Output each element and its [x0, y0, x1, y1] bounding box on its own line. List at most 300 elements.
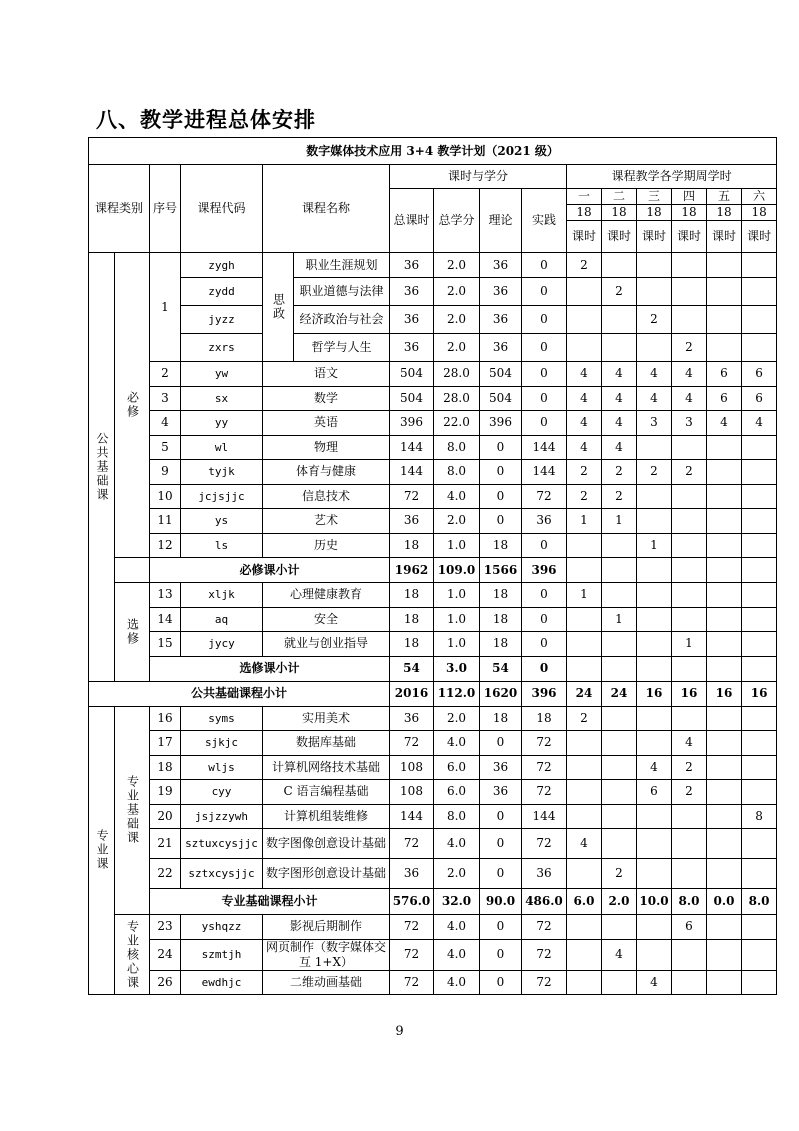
semester-hours-cell — [707, 460, 742, 485]
total-hours-cell: 144 — [390, 460, 434, 485]
code-cell: jycy — [181, 632, 263, 657]
total-credits-cell: 1.0 — [434, 607, 480, 632]
seq-cell: 4 — [150, 411, 181, 436]
semester-hours-cell: 4 — [637, 970, 672, 995]
semester-hours-cell — [707, 939, 742, 970]
elective-subtotal-label: 选修课小计 — [150, 656, 390, 681]
course-name-cell: 数据库基础 — [263, 731, 390, 756]
course-name-cell: 职业生涯规划 — [294, 253, 390, 278]
code-cell: sztxcysjjc — [181, 859, 263, 889]
total-credits-cell: 4.0 — [434, 731, 480, 756]
semester-hours-cell — [742, 859, 777, 889]
code-cell: jyzz — [181, 306, 263, 334]
practice-cell: 72 — [522, 780, 567, 805]
semester-hours-cell — [707, 859, 742, 889]
theory-cell: 1566 — [480, 558, 522, 583]
practice-cell: 0 — [522, 607, 567, 632]
header-weeks-4: 18 — [672, 205, 707, 221]
semester-hours-cell — [602, 731, 637, 756]
semester-hours-cell — [742, 939, 777, 970]
code-cell: jsjzzywh — [181, 804, 263, 829]
theory-cell: 0 — [480, 435, 522, 460]
page-number: 9 — [395, 1024, 404, 1039]
semester-hours-cell: 1 — [567, 583, 602, 608]
semester-hours-cell — [602, 970, 637, 995]
theory-cell: 36 — [480, 334, 522, 362]
total-credits-cell: 28.0 — [434, 386, 480, 411]
practice-cell: 396 — [522, 558, 567, 583]
course-name-cell: 数字图像创意设计基础 — [263, 829, 390, 859]
semester-hours-cell: 4 — [602, 435, 637, 460]
semester-hours-cell — [637, 484, 672, 509]
course-name-cell: 影视后期制作 — [263, 915, 390, 940]
code-cell: ys — [181, 509, 263, 534]
semester-hours-cell — [742, 915, 777, 940]
total-credits-cell: 4.0 — [434, 970, 480, 995]
semester-hours-cell — [672, 706, 707, 731]
header-weeks-3: 18 — [637, 205, 672, 221]
semester-hours-cell: 4 — [602, 411, 637, 436]
semester-hours-cell — [707, 435, 742, 460]
header-weeks-6: 18 — [742, 205, 777, 221]
code-cell: sx — [181, 386, 263, 411]
practice-cell: 0 — [522, 334, 567, 362]
total-hours-cell: 72 — [390, 970, 434, 995]
total-credits-cell: 3.0 — [434, 656, 480, 681]
total-hours-cell: 18 — [390, 533, 434, 558]
semester-hours-cell: 2 — [672, 755, 707, 780]
semester-hours-cell — [672, 970, 707, 995]
header-unit-4: 课时 — [672, 221, 707, 253]
theory-cell: 0 — [480, 970, 522, 995]
code-cell: ls — [181, 533, 263, 558]
total-credits-cell: 22.0 — [434, 411, 480, 436]
course-name-cell: 历史 — [263, 533, 390, 558]
semester-hours-cell — [742, 509, 777, 534]
seq-cell: 18 — [150, 755, 181, 780]
semester-hours-cell — [742, 533, 777, 558]
semester-hours-cell — [567, 939, 602, 970]
course-name-cell: 计算机网络技术基础 — [263, 755, 390, 780]
semester-hours-cell — [602, 533, 637, 558]
total-hours-cell: 36 — [390, 306, 434, 334]
semester-hours-cell — [567, 656, 602, 681]
semester-hours-cell — [672, 804, 707, 829]
course-name-cell: 就业与创业指导 — [263, 632, 390, 657]
semester-hours-cell — [567, 804, 602, 829]
semester-hours-cell — [742, 755, 777, 780]
semester-hours-cell — [602, 804, 637, 829]
semester-hours-cell: 2 — [567, 460, 602, 485]
semester-hours-cell — [707, 509, 742, 534]
theory-cell: 36 — [480, 306, 522, 334]
total-credits-cell: 109.0 — [434, 558, 480, 583]
group-major: 专业课 — [89, 706, 115, 995]
semester-hours-cell — [602, 306, 637, 334]
seq-cell: 9 — [150, 460, 181, 485]
semester-hours-cell — [672, 509, 707, 534]
total-hours-cell: 72 — [390, 915, 434, 940]
total-hours-cell: 576.0 — [390, 889, 434, 915]
code-cell: yy — [181, 411, 263, 436]
code-cell: zydd — [181, 278, 263, 306]
code-cell: aq — [181, 607, 263, 632]
semester-hours-cell — [742, 435, 777, 460]
seq-cell: 15 — [150, 632, 181, 657]
header-sem-5: 五 — [707, 189, 742, 205]
course-name-cell: 安全 — [263, 607, 390, 632]
header-weekly: 课程教学各学期周学时 — [567, 165, 777, 189]
semester-hours-cell — [672, 583, 707, 608]
semester-hours-cell — [637, 558, 672, 583]
code-cell: yw — [181, 362, 263, 387]
semester-hours-cell — [637, 583, 672, 608]
semester-hours-cell: 1 — [602, 607, 637, 632]
semester-hours-cell — [742, 558, 777, 583]
semester-hours-cell — [672, 484, 707, 509]
semester-hours-cell: 16 — [742, 681, 777, 706]
required-subtotal-spacer — [115, 558, 150, 583]
semester-hours-cell: 16 — [707, 681, 742, 706]
practice-cell: 36 — [522, 859, 567, 889]
seq-cell: 19 — [150, 780, 181, 805]
seq-cell: 16 — [150, 706, 181, 731]
semester-hours-cell — [637, 656, 672, 681]
total-credits-cell: 2.0 — [434, 509, 480, 534]
semester-hours-cell — [602, 558, 637, 583]
code-cell: zygh — [181, 253, 263, 278]
semester-hours-cell: 1 — [602, 509, 637, 534]
semester-hours-cell: 4 — [567, 411, 602, 436]
theory-cell: 504 — [480, 386, 522, 411]
total-credits-cell: 4.0 — [434, 939, 480, 970]
header-unit-5: 课时 — [707, 221, 742, 253]
header-weeks-1: 18 — [567, 205, 602, 221]
semester-hours-cell: 4 — [567, 386, 602, 411]
code-cell: szmtjh — [181, 939, 263, 970]
theory-cell: 36 — [480, 253, 522, 278]
course-name-cell: 语文 — [263, 362, 390, 387]
seq-cell: 14 — [150, 607, 181, 632]
total-hours-cell: 108 — [390, 780, 434, 805]
seq-cell: 17 — [150, 731, 181, 756]
semester-hours-cell: 3 — [672, 411, 707, 436]
code-cell: yshqzz — [181, 915, 263, 940]
group-ideology: 思政 — [263, 253, 294, 362]
semester-hours-cell — [672, 558, 707, 583]
total-hours-cell: 72 — [390, 829, 434, 859]
semester-hours-cell: 1 — [637, 533, 672, 558]
total-credits-cell: 2.0 — [434, 253, 480, 278]
practice-cell: 0 — [522, 362, 567, 387]
semester-hours-cell — [672, 278, 707, 306]
total-hours-cell: 396 — [390, 411, 434, 436]
semester-hours-cell — [742, 583, 777, 608]
semester-hours-cell — [602, 780, 637, 805]
semester-hours-cell — [742, 460, 777, 485]
semester-hours-cell — [567, 533, 602, 558]
semester-hours-cell: 4 — [672, 362, 707, 387]
semester-hours-cell — [602, 706, 637, 731]
semester-hours-cell — [602, 583, 637, 608]
total-credits-cell: 4.0 — [434, 484, 480, 509]
total-credits-cell: 1.0 — [434, 632, 480, 657]
semester-hours-cell — [567, 334, 602, 362]
practice-cell: 0 — [522, 533, 567, 558]
semester-hours-cell: 16 — [637, 681, 672, 706]
total-hours-cell: 54 — [390, 656, 434, 681]
total-credits-cell: 28.0 — [434, 362, 480, 387]
total-credits-cell: 2.0 — [434, 334, 480, 362]
course-name-cell: 网页制作（数字媒体交互 1+X） — [263, 939, 390, 970]
semester-hours-cell: 6 — [637, 780, 672, 805]
semester-hours-cell: 6 — [707, 386, 742, 411]
code-cell: sjkjc — [181, 731, 263, 756]
group-public: 公共基础课 — [89, 253, 115, 682]
semester-hours-cell: 4 — [742, 411, 777, 436]
semester-hours-cell — [637, 731, 672, 756]
semester-hours-cell: 24 — [567, 681, 602, 706]
semester-hours-cell — [567, 306, 602, 334]
semester-hours-cell — [707, 306, 742, 334]
total-credits-cell: 2.0 — [434, 306, 480, 334]
seq-cell: 24 — [150, 939, 181, 970]
semester-hours-cell: 2 — [637, 306, 672, 334]
total-credits-cell: 1.0 — [434, 583, 480, 608]
header-sem-1: 一 — [567, 189, 602, 205]
total-hours-cell: 36 — [390, 278, 434, 306]
theory-cell: 0 — [480, 484, 522, 509]
semester-hours-cell: 1 — [567, 509, 602, 534]
theory-cell: 396 — [480, 411, 522, 436]
semester-hours-cell — [742, 306, 777, 334]
theory-cell: 18 — [480, 632, 522, 657]
total-hours-cell: 504 — [390, 386, 434, 411]
semester-hours-cell — [742, 334, 777, 362]
total-hours-cell: 36 — [390, 509, 434, 534]
semester-hours-cell: 4 — [672, 386, 707, 411]
code-cell: cyy — [181, 780, 263, 805]
seq-cell: 23 — [150, 915, 181, 940]
semester-hours-cell — [637, 435, 672, 460]
seq-cell: 22 — [150, 859, 181, 889]
semester-hours-cell — [637, 253, 672, 278]
semester-hours-cell: 2 — [672, 460, 707, 485]
theory-cell: 504 — [480, 362, 522, 387]
theory-cell: 18 — [480, 607, 522, 632]
semester-hours-cell: 2.0 — [602, 889, 637, 915]
semester-hours-cell — [742, 607, 777, 632]
practice-cell: 0 — [522, 583, 567, 608]
header-unit-1: 课时 — [567, 221, 602, 253]
semester-hours-cell — [707, 780, 742, 805]
semester-hours-cell — [567, 859, 602, 889]
course-name-cell: 数学 — [263, 386, 390, 411]
practice-cell: 72 — [522, 915, 567, 940]
semester-hours-cell: 10.0 — [637, 889, 672, 915]
practice-cell: 18 — [522, 706, 567, 731]
practice-cell: 486.0 — [522, 889, 567, 915]
practice-cell: 72 — [522, 484, 567, 509]
semester-hours-cell — [707, 970, 742, 995]
total-credits-cell: 6.0 — [434, 780, 480, 805]
total-credits-cell: 8.0 — [434, 460, 480, 485]
semester-hours-cell: 2 — [602, 278, 637, 306]
total-hours-cell: 36 — [390, 253, 434, 278]
total-hours-cell: 72 — [390, 939, 434, 970]
total-hours-cell: 72 — [390, 731, 434, 756]
seq-cell: 11 — [150, 509, 181, 534]
seq-cell: 20 — [150, 804, 181, 829]
seq-cell: 13 — [150, 583, 181, 608]
theory-cell: 18 — [480, 706, 522, 731]
theory-cell: 0 — [480, 731, 522, 756]
header-sem-2: 二 — [602, 189, 637, 205]
header-hours-credits: 课时与学分 — [390, 165, 567, 189]
table-title: 数字媒体技术应用 3+4 教学计划（2021 级） — [89, 138, 777, 165]
header-total-hours: 总课时 — [390, 189, 434, 253]
theory-cell: 0 — [480, 829, 522, 859]
semester-hours-cell — [742, 706, 777, 731]
total-hours-cell: 36 — [390, 859, 434, 889]
practice-cell: 72 — [522, 970, 567, 995]
total-credits-cell: 2.0 — [434, 278, 480, 306]
practice-cell: 144 — [522, 804, 567, 829]
semester-hours-cell — [742, 632, 777, 657]
semester-hours-cell — [637, 706, 672, 731]
semester-hours-cell — [707, 583, 742, 608]
header-category: 课程类别 — [89, 165, 150, 253]
practice-cell: 72 — [522, 939, 567, 970]
header-sem-3: 三 — [637, 189, 672, 205]
course-name-cell: 计算机组装维修 — [263, 804, 390, 829]
semester-hours-cell: 24 — [602, 681, 637, 706]
semester-hours-cell: 4 — [567, 829, 602, 859]
theory-cell: 36 — [480, 780, 522, 805]
total-hours-cell: 72 — [390, 484, 434, 509]
semester-hours-cell: 2 — [602, 859, 637, 889]
practice-cell: 72 — [522, 829, 567, 859]
course-name-cell: 英语 — [263, 411, 390, 436]
required-subtotal-label: 必修课小计 — [150, 558, 390, 583]
theory-cell: 0 — [480, 939, 522, 970]
course-name-cell: 实用美术 — [263, 706, 390, 731]
header-sem-4: 四 — [672, 189, 707, 205]
semester-hours-cell — [637, 829, 672, 859]
semester-hours-cell — [637, 804, 672, 829]
total-hours-cell: 36 — [390, 334, 434, 362]
semester-hours-cell: 8.0 — [672, 889, 707, 915]
semester-hours-cell — [567, 755, 602, 780]
semester-hours-cell — [707, 484, 742, 509]
semester-hours-cell: 4 — [602, 939, 637, 970]
theory-cell: 36 — [480, 755, 522, 780]
semester-hours-cell: 2 — [567, 706, 602, 731]
practice-cell: 144 — [522, 460, 567, 485]
semester-hours-cell: 4 — [672, 731, 707, 756]
code-cell: zxrs — [181, 334, 263, 362]
semester-hours-cell — [602, 915, 637, 940]
seq-cell: 12 — [150, 533, 181, 558]
semester-hours-cell — [602, 334, 637, 362]
public-subtotal-label: 公共基础课程小计 — [89, 681, 390, 706]
practice-cell: 0 — [522, 411, 567, 436]
semester-hours-cell — [602, 829, 637, 859]
semester-hours-cell: 3 — [637, 411, 672, 436]
code-cell: wljs — [181, 755, 263, 780]
total-credits-cell: 4.0 — [434, 829, 480, 859]
semester-hours-cell: 6 — [742, 362, 777, 387]
semester-hours-cell — [707, 804, 742, 829]
seq-cell: 2 — [150, 362, 181, 387]
total-hours-cell: 144 — [390, 804, 434, 829]
semester-hours-cell — [567, 607, 602, 632]
theory-cell: 0 — [480, 509, 522, 534]
semester-hours-cell — [742, 656, 777, 681]
practice-cell: 0 — [522, 386, 567, 411]
course-name-cell: 信息技术 — [263, 484, 390, 509]
total-hours-cell: 108 — [390, 755, 434, 780]
semester-hours-cell — [637, 278, 672, 306]
total-hours-cell: 18 — [390, 632, 434, 657]
semester-hours-cell — [707, 915, 742, 940]
semester-hours-cell — [707, 558, 742, 583]
semester-hours-cell: 2 — [602, 484, 637, 509]
total-credits-cell: 8.0 — [434, 435, 480, 460]
semester-hours-cell — [672, 253, 707, 278]
semester-hours-cell — [637, 509, 672, 534]
semester-hours-cell — [567, 780, 602, 805]
group-elective: 选修 — [115, 583, 150, 682]
theory-cell: 90.0 — [480, 889, 522, 915]
semester-hours-cell — [672, 939, 707, 970]
semester-hours-cell — [602, 632, 637, 657]
semester-hours-cell — [637, 859, 672, 889]
practice-cell: 36 — [522, 509, 567, 534]
semester-hours-cell — [637, 334, 672, 362]
group-major-basic: 专业基础课 — [115, 706, 150, 915]
theory-cell: 1620 — [480, 681, 522, 706]
semester-hours-cell — [637, 607, 672, 632]
practice-cell: 0 — [522, 306, 567, 334]
semester-hours-cell — [742, 780, 777, 805]
semester-hours-cell — [637, 939, 672, 970]
semester-hours-cell — [742, 278, 777, 306]
theory-cell: 0 — [480, 804, 522, 829]
semester-hours-cell: 2 — [672, 780, 707, 805]
course-name-cell: C 语言编程基础 — [263, 780, 390, 805]
practice-cell: 72 — [522, 755, 567, 780]
code-cell: tyjk — [181, 460, 263, 485]
semester-hours-cell: 4 — [637, 362, 672, 387]
seq-cell: 3 — [150, 386, 181, 411]
header-total-credits: 总学分 — [434, 189, 480, 253]
total-hours-cell: 18 — [390, 583, 434, 608]
total-credits-cell: 1.0 — [434, 533, 480, 558]
total-credits-cell: 2.0 — [434, 706, 480, 731]
semester-hours-cell — [567, 278, 602, 306]
theory-cell: 0 — [480, 460, 522, 485]
group-major-core: 专业核心课 — [115, 915, 150, 995]
total-hours-cell: 18 — [390, 607, 434, 632]
header-practice: 实践 — [522, 189, 567, 253]
semester-hours-cell — [567, 731, 602, 756]
semester-hours-cell — [672, 607, 707, 632]
semester-hours-cell — [707, 755, 742, 780]
semester-hours-cell — [672, 533, 707, 558]
total-credits-cell: 6.0 — [434, 755, 480, 780]
semester-hours-cell: 8.0 — [742, 889, 777, 915]
